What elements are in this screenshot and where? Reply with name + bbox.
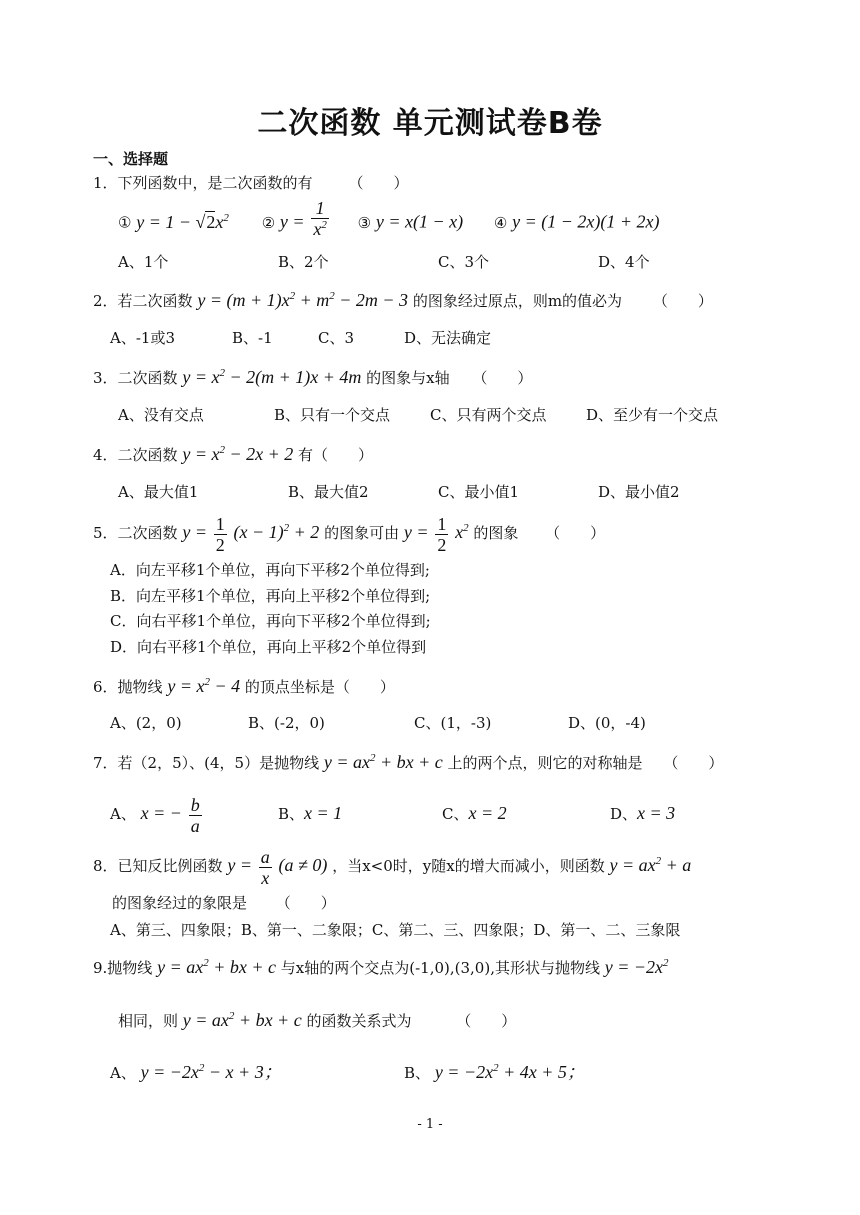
page-number: - 1 - xyxy=(417,1117,443,1132)
section-heading: 一、选择题 xyxy=(93,150,169,168)
q3-option-a[interactable]: A、没有交点 xyxy=(118,406,204,424)
q9-option-a[interactable]: A、 $y = -2x^2 - x + 3$； xyxy=(110,1062,282,1082)
question-2-stem: 2．若二次函数 $y = (m + 1)x^2 + m^2 - 2m - 3$ 的图象经过原点，则m的值必为 （ ） xyxy=(93,290,713,310)
q5-option-d[interactable]: D．向右平移1个单位，再向上平移2个单位得到 xyxy=(110,638,427,656)
q4-option-b[interactable]: B、最大值2 xyxy=(288,483,369,501)
page-title: 二次函数 单元测试卷B卷 xyxy=(257,106,603,141)
question-4-stem: 4．二次函数 $y = x^2 - 2x + 2$ 有（ ） xyxy=(93,444,374,464)
q3-option-b[interactable]: B、只有一个交点 xyxy=(274,406,391,424)
q3-option-c[interactable]: C、只有两个交点 xyxy=(430,406,547,424)
question-6-stem: 6．抛物线 $y = x^2 - 4$ 的顶点坐标是（ ） xyxy=(93,676,395,696)
q8-options[interactable]: A、第三、四象限；B、第一、二象限；C、第二、三、四象限；D、第一、二、三象限 xyxy=(110,921,681,939)
q6-option-d[interactable]: D、(0，-4) xyxy=(568,714,646,732)
q2-option-a[interactable]: A、-1或3 xyxy=(110,329,175,347)
q6-option-c[interactable]: C、(1，-3) xyxy=(414,714,492,732)
question-9-stem-line2: 相同，则 $y = ax^2$ + bx + c 的函数关系式为 （ ） xyxy=(118,1010,517,1030)
q6-option-b[interactable]: B、(-2，0) xyxy=(248,714,325,732)
q4-option-c[interactable]: C、最小值1 xyxy=(438,483,520,501)
question-8-stem: 8．已知反比例函数 y = $\frac{a}{x}$ (a ≠ 0) ，当x<0时，y随x的增大而减小，则函数 $y = ax^2 + a$ xyxy=(93,846,692,888)
question-1-items: ① $y = 1 - √2x^2$ ② y = $\frac{1}{x^2}$ ③ y = x(1 − x) ④ y = (1 − 2x)(1 + 2x) xyxy=(118,198,660,239)
question-9-stem: 9.抛物线 $y = ax^2$ + bx + c 与x轴的两个交点为(-1,0),(3,0),其形状与抛物线 $y = -2x^2$ xyxy=(93,957,669,977)
q7-option-d[interactable]: D、x = 3 xyxy=(610,803,676,823)
question-3-stem: 3．二次函数 $y = x^2 - 2(m + 1)x + 4m$ 的图象与x轴 （ ） xyxy=(93,367,533,387)
q2-option-b[interactable]: B、-1 xyxy=(232,329,273,347)
q1-option-d[interactable]: D、4个 xyxy=(598,253,650,271)
q1-option-c[interactable]: C、3个 xyxy=(438,253,490,271)
q5-option-a[interactable]: A．向左平移1个单位，再向下平移2个单位得到; xyxy=(110,561,430,579)
q1-option-a[interactable]: A、1个 xyxy=(118,253,169,271)
q9-option-b[interactable]: B、 $y = -2x^2 + 4x + 5$； xyxy=(404,1062,585,1082)
q4-option-a[interactable]: A、最大值1 xyxy=(118,483,199,501)
q1-item2-fraction: $\frac{1}{x^2}$ xyxy=(313,198,327,239)
q7-option-a[interactable]: A、 x = − $\frac{b}{a}$ xyxy=(110,794,200,836)
q2-option-c[interactable]: C、3 xyxy=(318,329,355,347)
q1-option-b[interactable]: B、2个 xyxy=(278,253,329,271)
q5-option-c[interactable]: C．向右平移1个单位，再向下平移2个单位得到; xyxy=(110,612,431,630)
q6-option-a[interactable]: A、(2，0) xyxy=(110,714,182,732)
q3-option-d[interactable]: D、至少有一个交点 xyxy=(586,406,719,424)
q4-option-d[interactable]: D、最小值2 xyxy=(598,483,680,501)
question-7-stem: 7．若（2，5）、(4，5）是抛物线 $y = ax^2$ + bx + c 上的两个点，则它的对称轴是 （ ） xyxy=(93,752,724,772)
question-8-stem-line2: 的图象经过的象限是 （ ） xyxy=(112,894,336,912)
q2-option-d[interactable]: D、无法确定 xyxy=(404,329,492,347)
q7-option-c[interactable]: C、x = 2 xyxy=(442,803,507,823)
q5-option-b[interactable]: B．向左平移1个单位，再向上平移2个单位得到; xyxy=(110,587,431,605)
question-1-stem: 1．下列函数中，是二次函数的有 （ ） xyxy=(93,174,409,192)
q7-option-b[interactable]: B、x = 1 xyxy=(278,803,343,823)
question-5-stem: 5．二次函数 y = $\frac{1}{2}$ $(x - 1)^2 + 2$ 的图象可由 y = $\frac{1}{2}$ $x^2$ 的图象 （ ） xyxy=(93,513,606,555)
q1-item1-formula: $y = 1 - √2x^2$ xyxy=(136,211,229,232)
